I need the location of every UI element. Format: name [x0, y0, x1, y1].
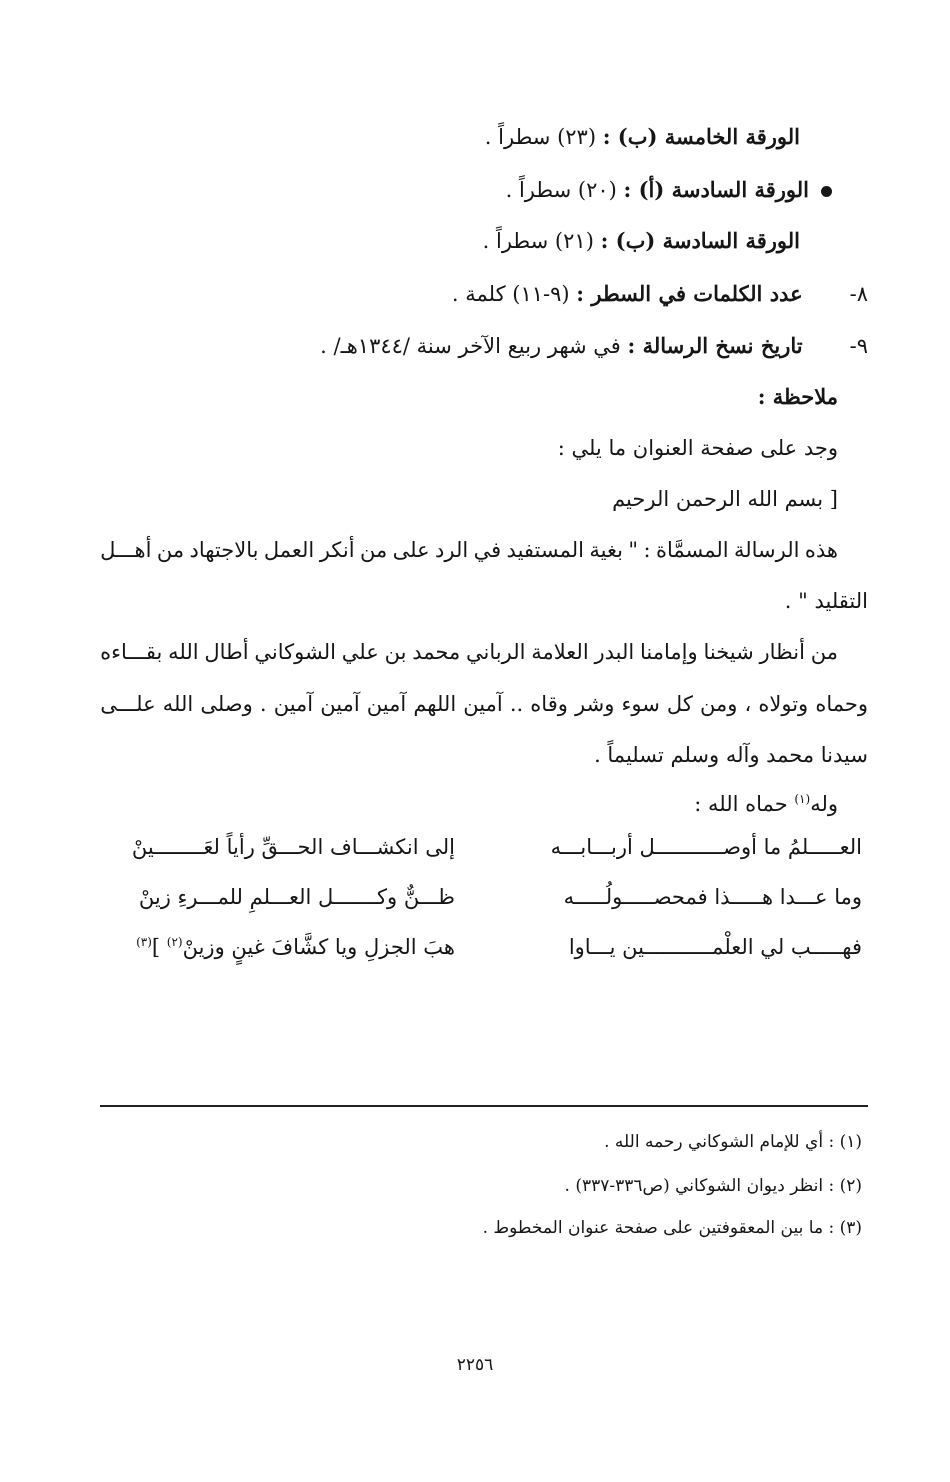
- leaf-6b-value: (٢١) سطراً .: [482, 229, 594, 253]
- poem-verse-2-left: ظـــنٌّ وكـــــــل العـــلمِ للمـــرءِ زينْ: [138, 885, 455, 909]
- paragraph-word: بن: [384, 640, 407, 664]
- paragraph-word: العمل: [263, 538, 315, 562]
- paragraph-word: آمين: [366, 692, 407, 716]
- paragraph-word: ..: [509, 692, 524, 716]
- paragraph-word: العلامة: [531, 640, 589, 664]
- paragraph-word: .: [259, 692, 267, 716]
- poem-verse-1-right: العـــــلمُ ما أوصـــــــــــل أربـــابـــه: [550, 835, 862, 859]
- paragraph-word: الرباني: [466, 640, 526, 664]
- paragraph-word: الله: [168, 640, 199, 664]
- paragraph-word: وقاه: [530, 692, 568, 716]
- paragraph-word: الله: [162, 692, 194, 716]
- note-heading: ملاحظة :: [757, 384, 838, 409]
- paragraph-word: سوء: [621, 692, 660, 716]
- paragraph-word: بالاجتهاد: [189, 538, 259, 562]
- paragraph-word: في: [473, 538, 502, 562]
- paragraph-word: محمد: [412, 640, 461, 664]
- paragraph-word: وشر: [575, 692, 615, 716]
- poem-intro-text: وله: [810, 792, 838, 816]
- footnote-3: (٣) : ما بين المعقوفتين على صفحة عنوان المخطوط .: [482, 1218, 862, 1238]
- paragraph-word: كل: [666, 692, 693, 716]
- footnote-divider: [100, 1105, 868, 1107]
- paragraph-word: وإمامنا: [640, 640, 698, 664]
- leaf-5b-label: الورقة الخامسة (ب) :: [602, 124, 800, 149]
- poem-verse-3-left-text: هبَ الجزلِ ويا كشَّافَ غينٍ وزينْ: [182, 935, 455, 959]
- paragraph-word: أهـــل: [100, 538, 152, 562]
- item-8-line: [452, 281, 868, 307]
- poem-intro: [694, 792, 838, 817]
- paragraph-word: أنكر: [319, 538, 355, 562]
- paragraph-word: هذه: [804, 538, 838, 562]
- paragraph-word: اللهم: [413, 692, 457, 716]
- paragraph-word: علي: [341, 640, 379, 664]
- footnote-ref-3: (٣): [136, 935, 152, 949]
- paragraph-word: من: [810, 640, 838, 664]
- paragraph-word: أطال: [204, 640, 249, 664]
- note-basmala: [ بسم الله الرحمن الرحيم: [612, 487, 838, 511]
- paragraph-word: :: [643, 538, 651, 562]
- leaf-6b-line: [483, 228, 800, 254]
- leaf-6b-label: الورقة السادسة (ب) :: [600, 228, 800, 253]
- paragraph-word: وحماه: [815, 692, 868, 716]
- item-9-label: تاريخ نسخ الرسالة :: [627, 333, 803, 358]
- item-8-value: (٩-١١) كلمة .: [451, 282, 570, 306]
- paragraph-word: آمين: [273, 692, 314, 716]
- leaf-6a-value: (٢٠) سطراً .: [505, 178, 617, 202]
- footnote-ref-2: (٢): [166, 935, 183, 949]
- item-9-value: في شهر ربيع الآخر سنة /١٣٤٤هـ/ .: [320, 334, 621, 358]
- paragraph-word: الشوكاني: [254, 640, 336, 664]
- paragraph-word: آمين: [463, 692, 503, 716]
- note-found: وجد على صفحة العنوان ما يلي :: [557, 436, 838, 460]
- poem-intro-rest: حماه الله :: [694, 792, 795, 816]
- paragraph-2-line-2: [100, 692, 868, 717]
- paragraph-word: وصلى: [200, 692, 253, 716]
- poem-verse-2-right: وما عـــدا هـــــذا فمحصـــــولُـــــه: [563, 885, 862, 909]
- poem-verse-1-left: إلى انكشـــاف الحـــقِّ رأياً لعَــــــــينْ: [131, 835, 455, 859]
- item-8-label: عدد الكلمات في السطر :: [576, 281, 803, 306]
- item-8-number: ٨-: [849, 282, 868, 306]
- paragraph-word: من: [156, 538, 185, 562]
- paragraph-word: آمين: [320, 692, 360, 716]
- footnote-1: (١) : أي للإمام الشوكاني رحمه الله .: [604, 1132, 862, 1152]
- item-9-line: [320, 333, 868, 359]
- bullet-icon: [821, 186, 832, 197]
- paragraph-word: أنظار: [759, 640, 805, 664]
- closing-bracket: ]: [151, 935, 167, 959]
- paragraph-word: وتولاه: [758, 692, 809, 716]
- paragraph-word: علـــى: [100, 692, 156, 716]
- page-number: ٢٢٥٦: [456, 1355, 494, 1375]
- paragraph-word: شيخنا: [703, 640, 754, 664]
- leaf-5b-line: [485, 124, 800, 150]
- paragraph-word: ": [628, 538, 639, 562]
- leaf-5b-value: (٢٣) سطراً .: [484, 125, 597, 149]
- paragraph-word: من: [359, 538, 388, 562]
- paragraph-1-line-1: [100, 538, 838, 563]
- paragraph-1-line-2: التقليد " .: [784, 589, 868, 613]
- paragraph-word: بقـــاءه: [100, 640, 163, 664]
- paragraph-word: الرد: [435, 538, 469, 562]
- paragraph-2-line-1: [100, 640, 838, 665]
- paragraph-word: البدر: [594, 640, 635, 664]
- paragraph-word: ومن: [699, 692, 738, 716]
- leaf-6a-label: الورقة السادسة (أ) :: [623, 177, 809, 202]
- paragraph-word: المستفيد: [506, 538, 584, 562]
- paragraph-word: الرسالة: [734, 538, 800, 562]
- paragraph-2-line-3: سيدنا محمد وآله وسلم تسليماً .: [594, 743, 868, 767]
- paragraph-word: على: [392, 538, 430, 562]
- poem-verse-3-right: فهـــــب لي العلْمـــــــــــين يـــاوا: [568, 935, 862, 959]
- paragraph-word: ،: [744, 692, 752, 716]
- leaf-6a-line: [506, 177, 832, 203]
- paragraph-word: المسمَّاة: [655, 538, 729, 562]
- poem-verse-3-left: [136, 935, 455, 960]
- paragraph-word: بغية: [589, 538, 623, 562]
- footnote-2: (٢) : انظر ديوان الشوكاني (ص٣٣٦-٣٣٧) .: [564, 1176, 862, 1196]
- footnote-ref-1: (١): [794, 792, 811, 806]
- item-9-number: ٩-: [849, 334, 868, 358]
